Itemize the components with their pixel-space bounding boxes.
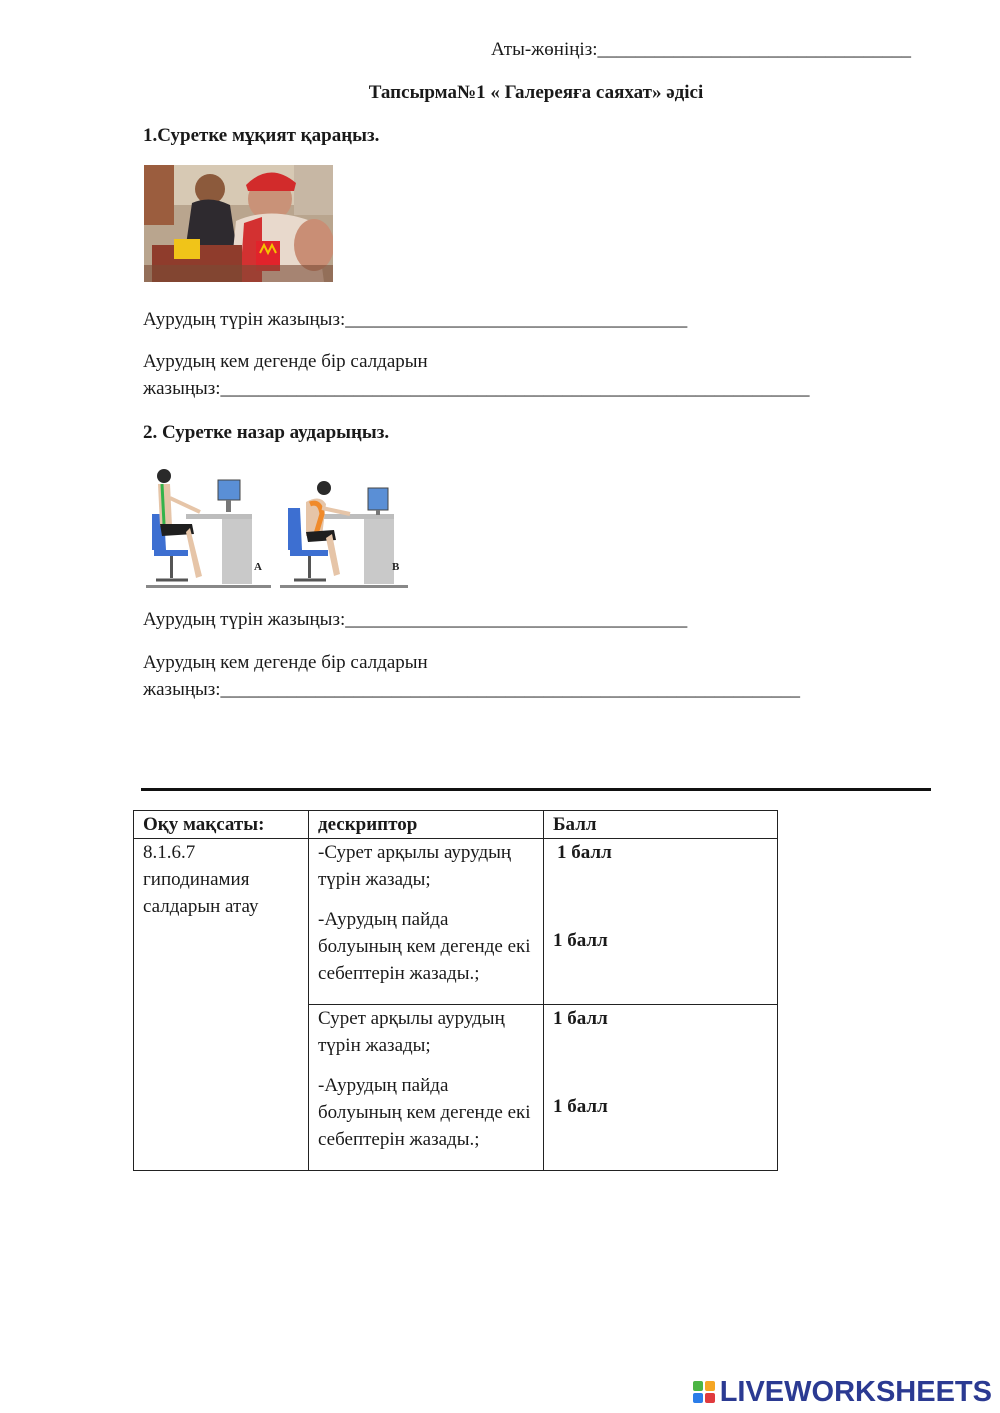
objective-code: 8.1.6.7 bbox=[143, 842, 196, 863]
task1-answer-disease-type: Аурудың түрін жазыңыз:____________________________________ bbox=[143, 309, 688, 330]
posture-figure-b bbox=[280, 481, 408, 588]
objective-line: салдарын атау bbox=[143, 896, 259, 917]
score-value: 1 балл bbox=[553, 1008, 608, 1029]
score-value: 1 балл bbox=[553, 930, 608, 951]
task1-heading: 1.Суретке мұқият қараңыз. bbox=[143, 125, 380, 146]
score-cell bbox=[544, 839, 778, 1005]
header-descriptor: дескриптор bbox=[309, 811, 544, 839]
task2-answer-consequence-line2: жазыңыз:_____________________________________________________________ bbox=[143, 679, 801, 700]
rubric-row bbox=[134, 839, 778, 1005]
header-learning-objective: Оқу мақсаты: bbox=[134, 811, 309, 839]
score-value: 1 балл bbox=[553, 1096, 608, 1117]
figure-label-b: B bbox=[392, 561, 400, 573]
figure-label-a: A bbox=[254, 561, 262, 573]
liveworksheets-wordmark: LIVEWORKSHEETS bbox=[719, 1376, 992, 1408]
section-divider bbox=[141, 788, 931, 791]
header-score: Балл bbox=[544, 811, 778, 839]
descriptor-item: -Сурет арқылы аурудың түрін жазады; bbox=[318, 842, 512, 890]
descriptor-cell bbox=[309, 839, 544, 1005]
assessment-rubric-table bbox=[133, 810, 778, 1171]
descriptor-cell bbox=[309, 1005, 544, 1171]
task2-heading: 2. Суретке назар аударыңыз. bbox=[143, 422, 390, 443]
score-cell bbox=[544, 1005, 778, 1171]
learning-objective-cell bbox=[134, 839, 309, 1171]
descriptor-item: -Аурудың пайда болуының кем дегенде екі себептерін жазады.; bbox=[318, 909, 531, 984]
student-name-line: Аты-жөніңіз:_________________________________ bbox=[491, 39, 911, 60]
rubric-header-row bbox=[134, 811, 778, 839]
task1-answer-consequence-line2: жазыңыз:______________________________________________________________ bbox=[143, 378, 810, 399]
task2-answer-disease-type: Аурудың түрін жазыңыз:____________________________________ bbox=[143, 609, 688, 630]
liveworksheets-logo bbox=[693, 1376, 992, 1409]
posture-figure-a bbox=[146, 469, 271, 588]
sitting-posture-illustration bbox=[142, 458, 410, 588]
task1-answer-consequence-line1: Аурудың кем дегенде бір салдарын bbox=[143, 351, 428, 372]
objective-line: гиподинамия bbox=[143, 869, 250, 890]
liveworksheets-mark-icon bbox=[693, 1381, 717, 1405]
descriptor-item: -Аурудың пайда болуының кем дегенде екі себептерін жазады.; bbox=[318, 1075, 531, 1150]
fast-food-photo bbox=[144, 165, 333, 282]
task2-answer-consequence-line1: Аурудың кем дегенде бір салдарын bbox=[143, 652, 428, 673]
descriptor-item: Сурет арқылы аурудың түрін жазады; bbox=[318, 1008, 505, 1056]
page-title: Тапсырма№1 « Галереяға саяхат» әдісі bbox=[368, 82, 704, 103]
score-value: 1 балл bbox=[557, 842, 612, 863]
